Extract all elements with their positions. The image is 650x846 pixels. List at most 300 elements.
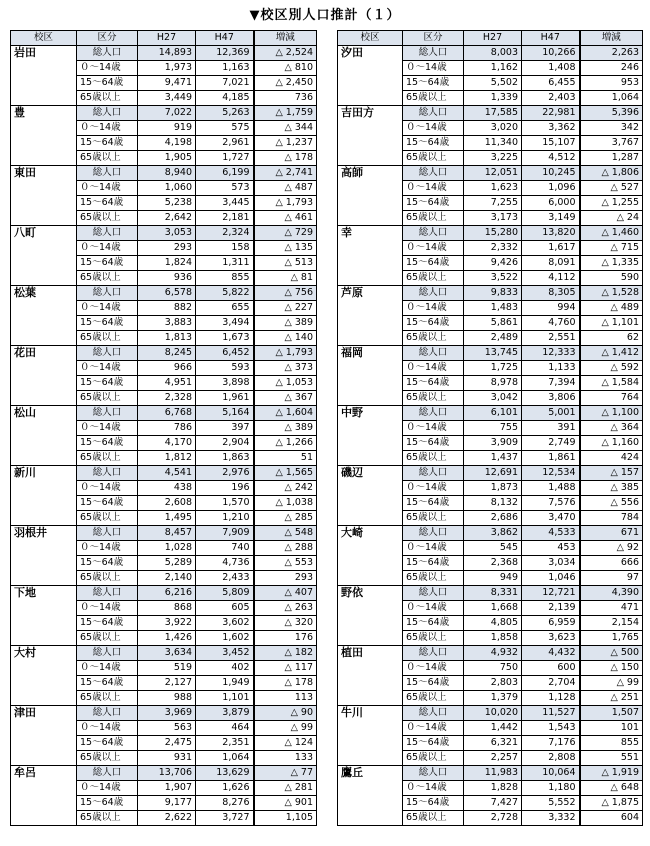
value-change: △ 242: [254, 481, 317, 496]
value-h47: 2,139: [522, 601, 580, 616]
value-h27: 5,238: [138, 196, 196, 211]
category-label: 65歳以上: [77, 571, 138, 586]
category-label: 65歳以上: [403, 571, 464, 586]
value-h47: 5,809: [196, 586, 254, 601]
value-h27: 988: [138, 691, 196, 706]
value-change: 784: [580, 511, 643, 526]
value-h47: 3,034: [522, 556, 580, 571]
value-change: △ 648: [580, 781, 643, 796]
category-label: 65歳以上: [77, 751, 138, 766]
value-change: 736: [254, 91, 317, 106]
value-change: 1,064: [580, 91, 643, 106]
value-h47: 4,185: [196, 91, 254, 106]
school-name: 磯辺: [338, 466, 403, 526]
value-change: △ 1,101: [580, 316, 643, 331]
value-change: △ 92: [580, 541, 643, 556]
category-label: 総人口: [77, 586, 138, 601]
value-change: 471: [580, 601, 643, 616]
value-h27: 2,127: [138, 676, 196, 691]
value-change: △ 1,875: [580, 796, 643, 811]
school-name: 羽根井: [11, 526, 77, 586]
table-row: [338, 346, 643, 361]
value-h47: 2,749: [522, 436, 580, 451]
school-name: 新川: [11, 466, 77, 526]
value-h47: 3,362: [522, 121, 580, 136]
value-h27: 1,668: [464, 601, 522, 616]
value-h47: 7,576: [522, 496, 580, 511]
value-h47: 4,432: [522, 646, 580, 661]
value-h27: 1,725: [464, 361, 522, 376]
value-h27: 9,177: [138, 796, 196, 811]
category-label: 65歳以上: [403, 811, 464, 826]
value-change: △ 1,793: [254, 196, 317, 211]
value-change: 97: [580, 571, 643, 586]
value-change: 5,396: [580, 106, 643, 121]
value-h47: 1,064: [196, 751, 254, 766]
school-name: 八町: [11, 226, 77, 286]
value-h27: 2,328: [138, 391, 196, 406]
value-change: 953: [580, 76, 643, 91]
value-h47: 1,570: [196, 496, 254, 511]
value-change: △ 344: [254, 121, 317, 136]
category-label: ０～14歳: [403, 781, 464, 796]
value-h47: 1,163: [196, 61, 254, 76]
value-h47: 3,445: [196, 196, 254, 211]
category-label: 65歳以上: [403, 511, 464, 526]
value-h47: 15,107: [522, 136, 580, 151]
value-h47: 2,403: [522, 91, 580, 106]
value-h27: 9,471: [138, 76, 196, 91]
value-h47: 573: [196, 181, 254, 196]
value-h27: 3,042: [464, 391, 522, 406]
value-h27: 882: [138, 301, 196, 316]
category-label: 65歳以上: [403, 751, 464, 766]
category-label: 総人口: [403, 646, 464, 661]
value-change: △ 81: [254, 271, 317, 286]
value-h47: 8,305: [522, 286, 580, 301]
value-h47: 3,332: [522, 811, 580, 826]
value-change: 62: [580, 331, 643, 346]
header-school: 校区: [338, 31, 403, 46]
value-h27: 4,951: [138, 376, 196, 391]
value-h47: 3,727: [196, 811, 254, 826]
value-h27: 3,922: [138, 616, 196, 631]
category-label: 総人口: [77, 286, 138, 301]
header-h27: H27: [138, 31, 196, 46]
value-change: △ 2,524: [254, 46, 317, 61]
value-h27: 1,162: [464, 61, 522, 76]
value-h47: 1,101: [196, 691, 254, 706]
value-change: △ 1,565: [254, 466, 317, 481]
value-h27: 2,489: [464, 331, 522, 346]
value-h27: 6,321: [464, 736, 522, 751]
table-row: [11, 586, 317, 601]
value-h47: 1,861: [522, 451, 580, 466]
value-change: 1,507: [580, 706, 643, 721]
value-change: △ 729: [254, 226, 317, 241]
value-change: △ 1,237: [254, 136, 317, 151]
value-h27: 936: [138, 271, 196, 286]
value-h27: 1,437: [464, 451, 522, 466]
header-school: 校区: [11, 31, 77, 46]
value-h47: 2,551: [522, 331, 580, 346]
value-change: △ 90: [254, 706, 317, 721]
category-label: 総人口: [77, 46, 138, 61]
category-label: 総人口: [403, 706, 464, 721]
school-name: 牛川: [338, 706, 403, 766]
category-label: ０～14歳: [77, 781, 138, 796]
category-label: 65歳以上: [403, 211, 464, 226]
category-label: 65歳以上: [77, 451, 138, 466]
value-h47: 6,199: [196, 166, 254, 181]
category-label: 15～64歳: [403, 616, 464, 631]
value-h47: 13,820: [522, 226, 580, 241]
page-title: ▼校区別人口推計（１）: [249, 8, 401, 23]
value-change: △ 1,335: [580, 256, 643, 271]
value-h47: 1,543: [522, 721, 580, 736]
category-label: 15～64歳: [403, 136, 464, 151]
value-change: 604: [580, 811, 643, 826]
value-h47: 4,512: [522, 151, 580, 166]
value-change: 671: [580, 526, 643, 541]
value-h27: 293: [138, 241, 196, 256]
value-h47: 4,112: [522, 271, 580, 286]
category-label: 65歳以上: [77, 211, 138, 226]
value-h27: 5,861: [464, 316, 522, 331]
category-label: 総人口: [77, 346, 138, 361]
value-h47: 6,000: [522, 196, 580, 211]
value-h47: 994: [522, 301, 580, 316]
value-change: △ 389: [254, 421, 317, 436]
value-change: △ 901: [254, 796, 317, 811]
header-row: [338, 31, 643, 46]
table-row: [11, 226, 317, 241]
category-label: 65歳以上: [403, 151, 464, 166]
value-change: 1,765: [580, 631, 643, 646]
value-h47: 3,602: [196, 616, 254, 631]
category-label: 65歳以上: [77, 271, 138, 286]
value-h27: 1,973: [138, 61, 196, 76]
value-h47: 1,961: [196, 391, 254, 406]
value-h47: 605: [196, 601, 254, 616]
school-name: 豊: [11, 106, 77, 166]
category-label: 15～64歳: [77, 196, 138, 211]
category-label: ０～14歳: [77, 61, 138, 76]
value-h27: 1,907: [138, 781, 196, 796]
value-change: 424: [580, 451, 643, 466]
category-label: ０～14歳: [403, 481, 464, 496]
value-change: △ 385: [580, 481, 643, 496]
category-label: 65歳以上: [77, 691, 138, 706]
category-label: 15～64歳: [77, 256, 138, 271]
value-change: 1,287: [580, 151, 643, 166]
value-change: △ 1,460: [580, 226, 643, 241]
value-h47: 12,534: [522, 466, 580, 481]
category-label: 65歳以上: [77, 151, 138, 166]
value-h27: 3,053: [138, 226, 196, 241]
value-h27: 1,824: [138, 256, 196, 271]
value-h27: 1,028: [138, 541, 196, 556]
value-h47: 7,021: [196, 76, 254, 91]
value-change: 855: [580, 736, 643, 751]
value-change: 1,105: [254, 811, 317, 826]
category-label: 65歳以上: [403, 691, 464, 706]
value-h47: 453: [522, 541, 580, 556]
header-h47: H47: [522, 31, 580, 46]
value-h47: 5,263: [196, 106, 254, 121]
school-name: 福岡: [338, 346, 403, 406]
category-label: 総人口: [77, 106, 138, 121]
category-label: 15～64歳: [77, 496, 138, 511]
value-h27: 786: [138, 421, 196, 436]
value-change: 551: [580, 751, 643, 766]
value-h47: 1,210: [196, 511, 254, 526]
category-label: ０～14歳: [403, 601, 464, 616]
category-label: 15～64歳: [77, 316, 138, 331]
school-name: 岩田: [11, 46, 77, 106]
value-h47: 3,149: [522, 211, 580, 226]
value-h47: 2,976: [196, 466, 254, 481]
value-change: △ 548: [254, 526, 317, 541]
category-label: ０～14歳: [403, 61, 464, 76]
category-label: 15～64歳: [403, 436, 464, 451]
category-label: 15～64歳: [403, 796, 464, 811]
value-h27: 2,140: [138, 571, 196, 586]
value-h27: 1,442: [464, 721, 522, 736]
category-label: 総人口: [77, 466, 138, 481]
table-row: [338, 106, 643, 121]
category-label: ０～14歳: [403, 301, 464, 316]
value-h27: 1,060: [138, 181, 196, 196]
school-name: 大村: [11, 646, 77, 706]
value-change: 246: [580, 61, 643, 76]
value-h27: 4,198: [138, 136, 196, 151]
value-h27: 545: [464, 541, 522, 556]
value-h27: 2,257: [464, 751, 522, 766]
value-h27: 3,634: [138, 646, 196, 661]
table-row: [338, 406, 643, 421]
value-change: △ 150: [580, 661, 643, 676]
value-h27: 1,812: [138, 451, 196, 466]
value-h47: 2,433: [196, 571, 254, 586]
value-change: 51: [254, 451, 317, 466]
value-h47: 6,452: [196, 346, 254, 361]
value-h27: 9,426: [464, 256, 522, 271]
value-h47: 1,626: [196, 781, 254, 796]
value-h47: 2,808: [522, 751, 580, 766]
value-h47: 3,879: [196, 706, 254, 721]
value-h47: 8,276: [196, 796, 254, 811]
value-h47: 391: [522, 421, 580, 436]
value-h47: 1,180: [522, 781, 580, 796]
population-table-right: [337, 30, 643, 826]
table-row: [338, 46, 643, 61]
category-label: 15～64歳: [403, 316, 464, 331]
value-h27: 1,858: [464, 631, 522, 646]
category-label: ０～14歳: [77, 601, 138, 616]
table-row: [11, 166, 317, 181]
value-change: △ 251: [580, 691, 643, 706]
value-change: △ 1,584: [580, 376, 643, 391]
table-row: [11, 466, 317, 481]
value-h27: 438: [138, 481, 196, 496]
value-h47: 4,736: [196, 556, 254, 571]
value-h47: 1,949: [196, 676, 254, 691]
value-h47: 1,046: [522, 571, 580, 586]
value-change: △ 263: [254, 601, 317, 616]
value-h47: 5,552: [522, 796, 580, 811]
category-label: ０～14歳: [77, 301, 138, 316]
value-h47: 4,760: [522, 316, 580, 331]
value-h27: 3,883: [138, 316, 196, 331]
category-label: 15～64歳: [77, 736, 138, 751]
value-h47: 855: [196, 271, 254, 286]
category-label: 15～64歳: [403, 76, 464, 91]
school-name: 吉田方: [338, 106, 403, 166]
value-change: △ 487: [254, 181, 317, 196]
table-row: [11, 646, 317, 661]
school-name: 東田: [11, 166, 77, 226]
value-h47: 10,064: [522, 766, 580, 781]
value-h27: 868: [138, 601, 196, 616]
table-row: [11, 106, 317, 121]
category-label: 65歳以上: [77, 331, 138, 346]
value-h27: 2,803: [464, 676, 522, 691]
category-label: 総人口: [77, 226, 138, 241]
category-label: 15～64歳: [77, 556, 138, 571]
value-h27: 4,541: [138, 466, 196, 481]
table-row: [11, 46, 317, 61]
value-h27: 2,368: [464, 556, 522, 571]
category-label: 総人口: [403, 106, 464, 121]
table-row: [338, 646, 643, 661]
value-h47: 402: [196, 661, 254, 676]
value-h27: 755: [464, 421, 522, 436]
category-label: 15～64歳: [403, 496, 464, 511]
category-label: 総人口: [403, 526, 464, 541]
value-h27: 563: [138, 721, 196, 736]
school-name: 花田: [11, 346, 77, 406]
value-change: △ 527: [580, 181, 643, 196]
category-label: ０～14歳: [403, 421, 464, 436]
value-h27: 6,216: [138, 586, 196, 601]
value-h27: 10,020: [464, 706, 522, 721]
value-h27: 3,449: [138, 91, 196, 106]
table-row: [11, 286, 317, 301]
value-h47: 5,822: [196, 286, 254, 301]
value-h47: 575: [196, 121, 254, 136]
category-label: ０～14歳: [77, 721, 138, 736]
header-category: 区分: [403, 31, 464, 46]
school-name: 芦原: [338, 286, 403, 346]
table-row: [338, 766, 643, 781]
category-label: ０～14歳: [403, 721, 464, 736]
value-h47: 397: [196, 421, 254, 436]
value-change: 2,263: [580, 46, 643, 61]
value-h47: 464: [196, 721, 254, 736]
value-h27: 1,379: [464, 691, 522, 706]
value-h27: 15,280: [464, 226, 522, 241]
value-h27: 3,020: [464, 121, 522, 136]
value-h27: 7,427: [464, 796, 522, 811]
value-h27: 966: [138, 361, 196, 376]
value-h27: 7,255: [464, 196, 522, 211]
value-h27: 3,522: [464, 271, 522, 286]
category-label: 65歳以上: [403, 271, 464, 286]
value-h27: 8,940: [138, 166, 196, 181]
category-label: 15～64歳: [77, 436, 138, 451]
value-change: △ 1,038: [254, 496, 317, 511]
value-h27: 1,873: [464, 481, 522, 496]
value-change: △ 756: [254, 286, 317, 301]
value-h27: 8,331: [464, 586, 522, 601]
value-h27: 3,862: [464, 526, 522, 541]
category-label: 総人口: [403, 286, 464, 301]
value-change: △ 99: [254, 721, 317, 736]
category-label: ０～14歳: [403, 661, 464, 676]
category-label: 65歳以上: [77, 631, 138, 646]
value-h47: 1,128: [522, 691, 580, 706]
value-h27: 2,686: [464, 511, 522, 526]
category-label: 65歳以上: [403, 91, 464, 106]
value-change: △ 1,100: [580, 406, 643, 421]
value-h47: 2,704: [522, 676, 580, 691]
school-name: 中野: [338, 406, 403, 466]
value-h27: 8,003: [464, 46, 522, 61]
value-h27: 919: [138, 121, 196, 136]
value-h47: 10,245: [522, 166, 580, 181]
value-h47: 655: [196, 301, 254, 316]
value-change: △ 810: [254, 61, 317, 76]
header-change: 増減: [254, 31, 317, 46]
value-change: △ 135: [254, 241, 317, 256]
header-h27: H27: [464, 31, 522, 46]
value-h47: 5,164: [196, 406, 254, 421]
category-label: 65歳以上: [403, 451, 464, 466]
school-name: 高師: [338, 166, 403, 226]
header-change: 増減: [580, 31, 643, 46]
category-label: 15～64歳: [403, 196, 464, 211]
value-h47: 5,001: [522, 406, 580, 421]
value-change: △ 24: [580, 211, 643, 226]
category-label: 15～64歳: [403, 736, 464, 751]
value-h27: 1,426: [138, 631, 196, 646]
category-label: 総人口: [77, 766, 138, 781]
category-label: 15～64歳: [77, 76, 138, 91]
category-label: 総人口: [77, 406, 138, 421]
category-label: ０～14歳: [403, 121, 464, 136]
value-change: 101: [580, 721, 643, 736]
value-h27: 11,340: [464, 136, 522, 151]
value-change: △ 288: [254, 541, 317, 556]
value-h47: 7,909: [196, 526, 254, 541]
school-name: 松山: [11, 406, 77, 466]
value-h27: 1,905: [138, 151, 196, 166]
value-h27: 7,022: [138, 106, 196, 121]
header-h47: H47: [196, 31, 254, 46]
value-change: 764: [580, 391, 643, 406]
value-h47: 593: [196, 361, 254, 376]
value-change: △ 1,919: [580, 766, 643, 781]
value-h47: 1,096: [522, 181, 580, 196]
value-change: △ 1,806: [580, 166, 643, 181]
value-change: △ 389: [254, 316, 317, 331]
table-row: [338, 526, 643, 541]
value-h27: 3,225: [464, 151, 522, 166]
table-row: [11, 526, 317, 541]
value-h27: 2,728: [464, 811, 522, 826]
value-h27: 12,051: [464, 166, 522, 181]
